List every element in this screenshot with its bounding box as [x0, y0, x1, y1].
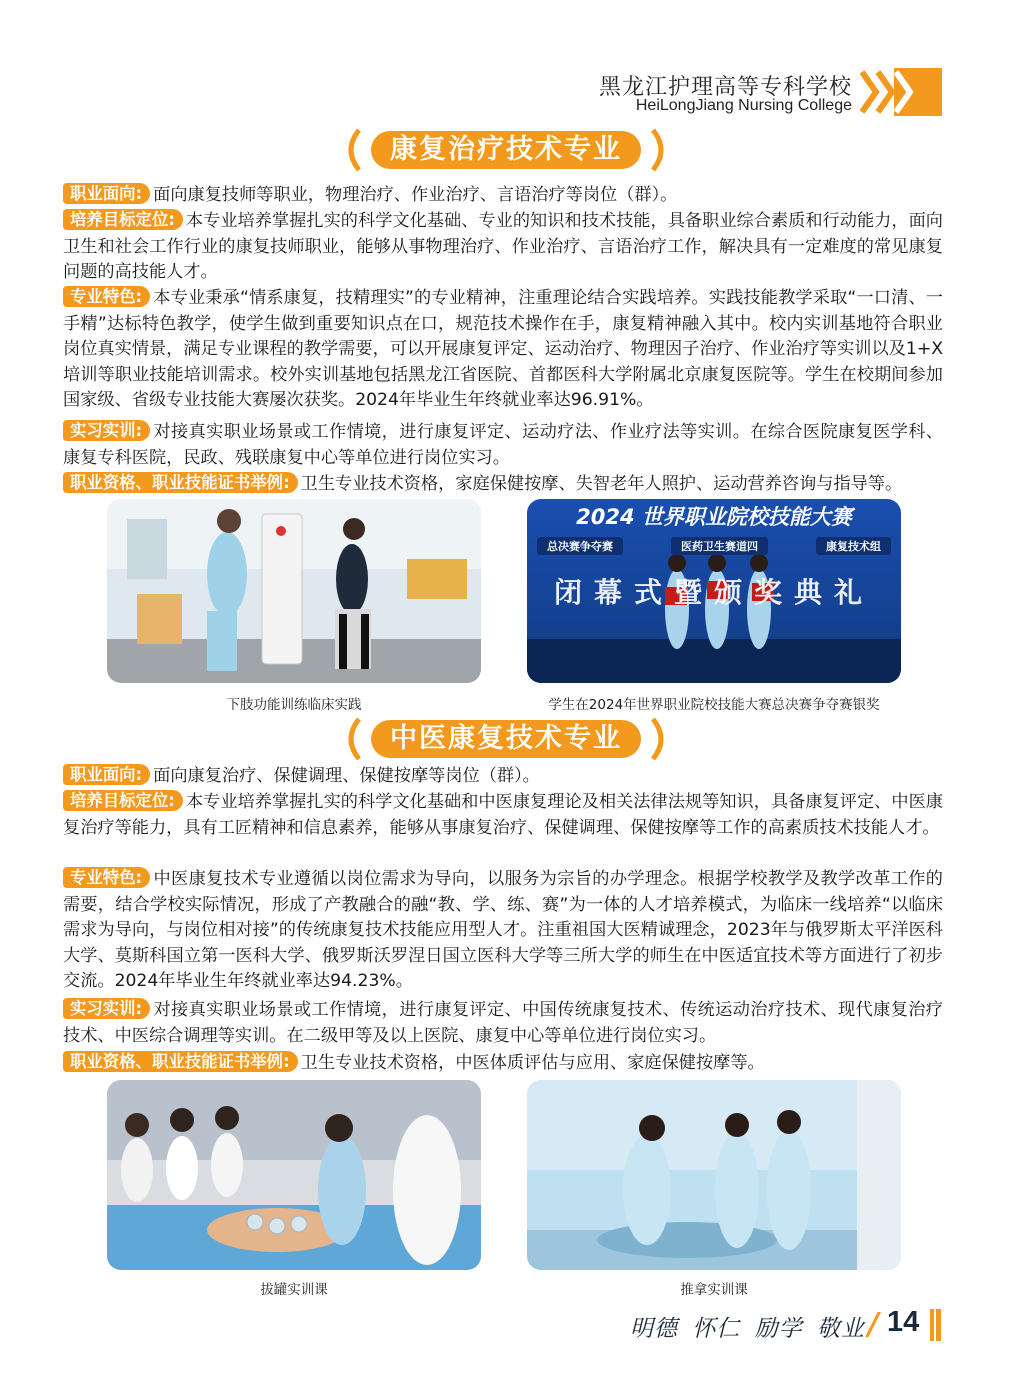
para-text: 面向康复治疗、保健调理、保健按摩等岗位（群）。 — [153, 766, 540, 786]
sign-sub: 康复技术组 — [816, 537, 891, 555]
photo-cupping-class — [107, 1080, 481, 1270]
page-number: 14 — [887, 1306, 920, 1338]
para-text: 本专业培养掌握扎实的科学文化基础和中医康复理论及相关法律法规等知识，具备康复评定、中医康复治疗等能力，具有工匠精神和信息素养，能够从事康复治疗、保健调理、保健按摩等工作的高素质技术技能人才。 — [63, 792, 943, 838]
para-internship — [63, 998, 943, 1049]
banner-sign-subtitles — [537, 537, 891, 555]
section-title-banner-2 — [337, 717, 675, 761]
chevron-logo-icon — [860, 68, 942, 116]
label-tag: 培养目标定位: — [63, 790, 183, 811]
para-internship — [63, 420, 943, 471]
photo-lower-limb-training — [107, 499, 481, 683]
sign-sub: 总决赛争夺赛 — [537, 537, 623, 555]
para-text: 卫生专业技术资格，家庭保健按摩、失智老年人照护、运动营养咨询与指导等。 — [300, 474, 903, 494]
photo-caption: 学生在2024年世界职业院校技能大赛总决赛争夺赛银奖 — [548, 697, 880, 713]
para-text: 卫生专业技术资格，中医体质评估与应用、家庭保健按摩等。 — [300, 1053, 765, 1073]
photo-tuina-class — [527, 1080, 901, 1270]
section-title: 康复治疗技术专业 — [390, 134, 622, 165]
photo-competition-award — [527, 499, 901, 683]
banner-sign-main: 闭幕式暨颁奖典礼 — [553, 576, 874, 609]
para-training-goal — [63, 790, 943, 841]
para-features — [63, 867, 943, 995]
school-name-en: HeiLongJiang Nursing College — [635, 97, 852, 114]
label-tag: 专业特色: — [63, 867, 150, 888]
slash-divider-icon: / — [868, 1307, 879, 1342]
label-tag: 职业面向: — [63, 764, 150, 785]
label-tag: 培养目标定位: — [63, 209, 183, 230]
para-text: 本专业培养掌握扎实的科学文化基础、专业的知识和技术技能，具备职业综合素质和行动能力，面向卫生和社会工作行业的康复技师职业，能够从事物理治疗、作业治疗、言语治疗工作，解决具有一定难度的常见康复问题的高技能人才。 — [63, 211, 943, 283]
para-features — [63, 286, 943, 414]
section-title-banner-1 — [337, 128, 675, 172]
para-career-direction — [63, 183, 943, 209]
para-text: 对接真实职业场景或工作情境，进行康复评定、运动疗法、作业疗法等实训。在综合医院康复医学科、康复专科医院，民政、残联康复中心等单位进行岗位实习。 — [63, 422, 943, 468]
para-career-direction — [63, 764, 943, 790]
label-tag: 实习实训: — [63, 420, 150, 441]
para-text: 对接真实职业场景或工作情境，进行康复评定、中国传统康复技术、传统运动治疗技术、现代康复治疗技术、中医综合调理等实训。在二级甲等及以上医院、康复中心等单位进行岗位实习。 — [63, 1000, 943, 1046]
label-tag: 实习实训: — [63, 998, 150, 1019]
school-name-cn: 黑龙江护理高等专科学校 — [598, 75, 852, 100]
para-certificates — [63, 472, 943, 498]
photo-caption: 拔罐实训课 — [260, 1282, 328, 1298]
photo-caption: 下肢功能训练临床实践 — [226, 697, 362, 713]
label-tag: 专业特色: — [63, 286, 150, 307]
label-tag: 职业资格、职业技能证书举例: — [63, 472, 298, 493]
para-text: 面向康复技师等职业，物理治疗、作业治疗、言语治疗等岗位（群）。 — [153, 185, 678, 205]
para-training-goal — [63, 209, 943, 286]
school-motto: 明德 怀仁 励学 敬业 — [630, 1316, 865, 1342]
page-bar-icon — [930, 1309, 934, 1341]
section-title: 中医康复技术专业 — [390, 723, 622, 754]
para-certificates — [63, 1051, 943, 1077]
para-text: 中医康复技术专业遵循以岗位需求为导向，以服务为宗旨的办学理念。根据学校教学及教学改革工作的需要，结合学校实际情况，形成了产教融合的融“教、学、练、赛”为一体的人才培养模式，为临床一线培养“以临床需求为导向，与岗位相对接”的传统康复技术技能应用型人才。注重祖国大医精诚理念，2023年与俄罗斯太平洋医科大学、莫斯科国立第一医科大学、俄罗斯沃罗涅日国立医科大学等三所大学的师生在中医适宜技术等方面进行了初步交流。2024年毕业生年终就业率达94.23%。 — [63, 869, 943, 992]
page-bar-icon — [936, 1309, 941, 1341]
sign-sub: 医药卫生赛道四 — [671, 537, 768, 555]
label-tag: 职业资格、职业技能证书举例: — [63, 1051, 298, 1072]
label-tag: 职业面向: — [63, 183, 150, 204]
photo-caption: 推拿实训课 — [680, 1282, 748, 1298]
banner-sign-title: 2024 世界职业院校技能大赛 — [576, 505, 852, 529]
para-text: 本专业秉承“情系康复，技精理实”的专业精神，注重理论结合实践培养。实践技能教学采取“一口清、一手精”达标特色教学，使学生做到重要知识点在口，规范技术操作在手，康复精神融入其中。校内实训基地符合职业岗位真实情景，满足专业课程的教学需要，可以开展康复评定、运动治疗、物理因子治疗、作业治疗等实训以及1+X培训等职业技能培训需求。校外实训基地包括黑龙江省医院、首都医科大学附属北京康复医院等。学生在校期间参加国家级、省级专业技能大赛屡次获奖。2024年毕业生年终就业率达96.91%。 — [63, 288, 943, 411]
